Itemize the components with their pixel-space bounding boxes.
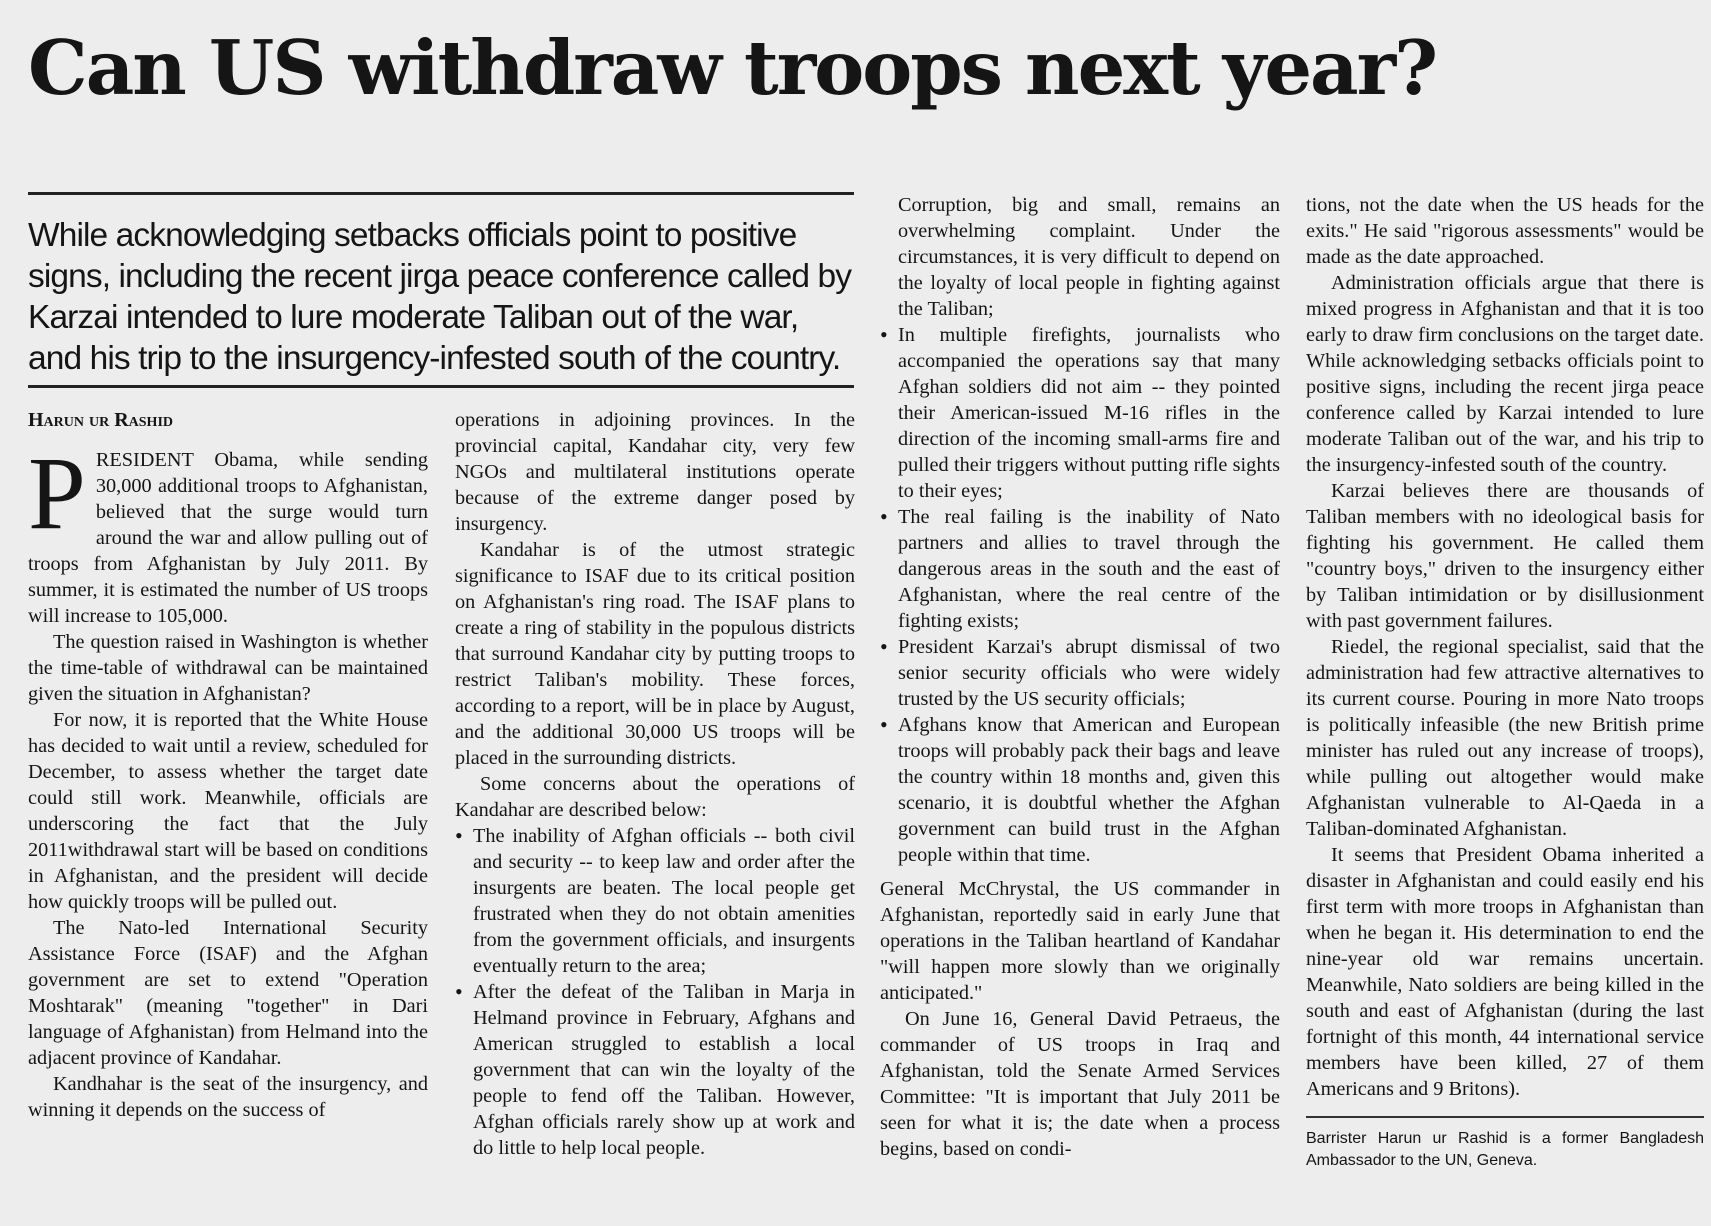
paragraph: Administration officials argue that there is mixed progress in Afghanistan and that it is too early to draw firm conclusions on the target date. While acknowledging setbacks officials point to positive signs, including the recent jirga peace conference called by Karzai intended to lure moderate Taliban out of the war, and his trip to the insurgency-infested south of the country.: [1306, 272, 1704, 476]
bullet-icon: •: [880, 634, 888, 659]
bullet-text: In multiple firefights, journalists who accompanied the operations say that many Afghan soldiers did not aim -- they pointed their American-issued M-16 rifles in the direction of the incoming small-arms fire and pulled their triggers without putting rifle sights to their eyes;: [898, 324, 1280, 502]
bullet-item: [880, 322, 1280, 504]
bullet-item: [880, 712, 1280, 868]
headline: Can US withdraw troops next year?: [28, 24, 1437, 112]
bullet-text: Afghans know that American and European troops will probably pack their bags and leave the country within 18 months and, given this scenario, it is doubtful whether the Afghan government can build trust in the Afghan people within that time.: [898, 714, 1280, 866]
paragraph: It seems that President Obama inherited a disaster in Afghanistan and could easily end his first term with more troops in Afghanistan than when he began it. His determination to end the nine-year old war remains uncertain. Meanwhile, Nato soldiers are being killed in the south and east of Afghanistan (during the last fortnight of this month, 44 international service members have been killed, 27 of them Americans and 9 Britons).: [1306, 844, 1704, 1100]
column-1: [28, 407, 428, 1123]
byline: Harun ur Rashid: [28, 409, 174, 431]
deck: While acknowledging setbacks officials point to positive signs, including the recent jirga peace conference called by Karzai intended to lure moderate Taliban out of the war, and his trip to the insurgency-infested south of the country.: [28, 217, 852, 377]
bullet-icon: •: [880, 322, 888, 347]
bullet-item: [455, 823, 855, 979]
column-3: [880, 192, 1280, 1162]
deck-box: [28, 192, 854, 388]
bullet-item: [880, 634, 1280, 712]
bullet-item: [880, 504, 1280, 634]
column-2: [455, 407, 855, 1161]
paragraph: Riedel, the regional specialist, said that the administration had few attractive alternatives to its current course. Pouring in more Nato troops is politically infeasible (the new British prime minister has ruled out any increase of troops), while pulling out altogether would make Afghanistan vulnerable to Al-Qaeda in a Taliban-dominated Afghanistan.: [1306, 636, 1704, 840]
bullet-text: The real failing is the inability of Nato partners and allies to travel through the dangerous areas in the south and the east of Afghanistan, where the real centre of the fighting exists;: [898, 506, 1280, 632]
paragraph: Some concerns about the operations of Kandahar are described below:: [455, 773, 855, 821]
bullet-text: President Karzai's abrupt dismissal of two senior security officials who were widely trusted by the US security officials;: [898, 636, 1280, 710]
bullet-text: Corruption, big and small, remains an overwhelming complaint. Under the circumstances, it is very difficult to depend on the loyalty of local people in fighting against the Taliban;: [898, 194, 1280, 320]
bullet-icon: •: [455, 823, 463, 848]
paragraph: Kandahar is of the utmost strategic significance to ISAF due to its critical position on Afghanistan's ring road. The ISAF plans to create a ring of stability in the populous districts that surround Kandahar city by putting troops to restrict Taliban's mobility. These forces, according to a report, will be in place by August, and the additional 30,000 US troops will be placed in the surrounding districts.: [455, 539, 855, 769]
bullet-continuation: [880, 192, 1280, 322]
bullet-list: [455, 823, 855, 1161]
column-4: [1306, 192, 1704, 1172]
paragraph: For now, it is reported that the White House has decided to wait until a review, scheduled for December, to assess whether the target date could still work. Meanwhile, officials are underscoring the fact that the July 2011withdrawal start will be based on conditions in Afghanistan, and the president will decide how quickly troops will be pulled out.: [28, 709, 428, 913]
bullet-icon: •: [880, 504, 888, 529]
footnote-divider: [1306, 1116, 1704, 1118]
paragraph: Karzai believes there are thousands of Taliban members with no ideological basis for fighting his government. He called them "country boys," driven to the insurgency either by Taliban intimidation or by disillusionment with past government failures.: [1306, 480, 1704, 632]
paragraph: On June 16, General David Petraeus, the commander of US troops in Iraq and Afghanistan, told the Senate Armed Services Committee: "It is important that July 2011 be seen for what it is; the date when a process begins, based on condi-: [880, 1008, 1280, 1160]
paragraph: tions, not the date when the US heads for the exits." He said "rigorous assessments" would be made as the date approached.: [1306, 194, 1704, 268]
bullet-icon: •: [880, 712, 888, 737]
drop-cap: P: [28, 436, 86, 551]
paragraph: [28, 436, 428, 629]
bullet-text: The inability of Afghan officials -- both civil and security -- to keep law and order after the insurgents are beaten. The local people get frustrated when they do not obtain amenities from the government officials, and insurgents eventually return to the area;: [473, 825, 855, 977]
bullet-item: [455, 979, 855, 1161]
paragraph: Kandhahar is the seat of the insurgency, and winning it depends on the success of: [28, 1073, 428, 1121]
bullet-list: [880, 192, 1280, 868]
bullet-icon: •: [455, 979, 463, 1004]
paragraph: General McChrystal, the US commander in Afghanistan, reportedly said in early June that operations in the Taliban heartland of Kandahar "will happen more slowly than we originally anticipated.": [880, 878, 1280, 1004]
paragraph: operations in adjoining provinces. In the provincial capital, Kandahar city, very few NGOs and multilateral institutions operate because of the extreme danger posed by insurgency.: [455, 409, 855, 535]
bullet-text: After the defeat of the Taliban in Marja in Helmand province in February, Afghans and American struggled to establish a local government that can win the loyalty of the people to fend off the Taliban. However, Afghan officials rarely show up at work and do little to help local people.: [473, 981, 855, 1159]
paragraph: The question raised in Washington is whether the time-table of withdrawal can be maintained given the situation in Afghanistan?: [28, 631, 428, 705]
author-footnote: Barrister Harun ur Rashid is a former Bangladesh Ambassador to the UN, Geneva.: [1306, 1130, 1704, 1169]
paragraph-text: RESIDENT Obama, while sending 30,000 additional troops to Afghanistan, believed that the surge would turn around the war and allow pulling out of troops from Afghanistan by July 2011. By summer, it is estimated the number of US troops will increase to 105,000.: [28, 449, 428, 627]
paragraph: The Nato-led International Security Assistance Force (ISAF) and the Afghan government are set to extend "Operation Moshtarak" (meaning "together" in Dari language of Afghanistan) from Helmand into the adjacent province of Kandahar.: [28, 917, 428, 1069]
